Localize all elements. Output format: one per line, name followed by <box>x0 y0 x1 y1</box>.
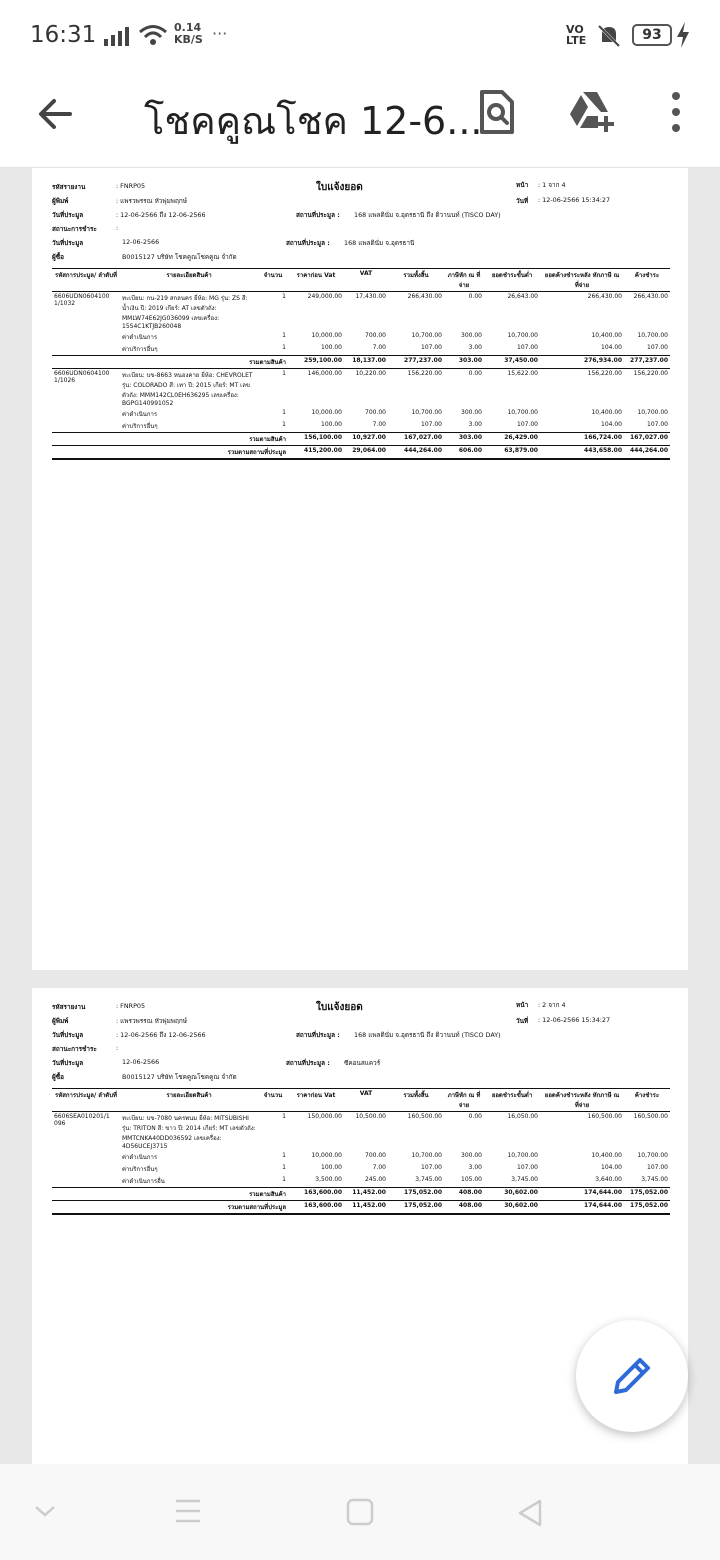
column-header: ยอดค้างชำระหลัง หักภาษี ณ ที่จ่าย <box>540 269 624 292</box>
table-row <box>52 1163 670 1175</box>
column-header: ภาษีหัก ณ ที่จ่าย <box>444 1089 484 1112</box>
amount-min: 15,622.00 <box>507 370 538 377</box>
volte-icon: VO LTE <box>566 23 587 47</box>
column-header: ราคาก่อน Vat <box>288 1089 344 1112</box>
amount-min: 107.00 <box>517 344 538 351</box>
header-page-value: : 2 จาก 4 <box>538 1001 566 1009</box>
header-report-code-label: รหัสรายงาน <box>52 1003 86 1011</box>
signal-icon <box>104 26 130 46</box>
header-venue-range: 168 แพลตินั่ม จ.อุดรธานี ถึง ติวานนท์ (TISCO DAY) <box>354 211 501 219</box>
grand-total-after: 174,644.00 <box>540 1201 624 1215</box>
amount-vat: 10,220.00 <box>355 370 386 377</box>
amount-after: 156,220.00 <box>587 370 622 377</box>
amount-total: 107.00 <box>421 1164 442 1171</box>
pdf-viewer[interactable] <box>0 168 720 1464</box>
edit-fab-button[interactable] <box>576 1320 688 1432</box>
grand-total-owe: 175,052.00 <box>624 1201 670 1215</box>
amount-owe: 107.00 <box>647 1164 668 1171</box>
grand-total-vat: 11,452.00 <box>344 1201 388 1215</box>
item-description: ทะเบียน: บข-8663 หนองคาย ยี่ห้อ: CHEVROLET รุ่น: COLORADO สี: เทา ปี: 2015 เกียร์: MT เลขตัวถัง: MMM142CL0EH636295 เลขเครื่อง: BGPG140991052 <box>122 372 253 407</box>
amount-after: 3,640.00 <box>595 1176 622 1183</box>
grand-total-wht: 606.00 <box>444 446 484 460</box>
statement-table <box>52 268 670 460</box>
amount-total: 10,700.00 <box>411 332 442 339</box>
subtotal-label: รวมตามสินค้า <box>120 356 288 369</box>
table-row <box>52 331 670 343</box>
grand-total-owe: 444,264.00 <box>624 446 670 460</box>
amount-wht: 0.00 <box>468 1113 482 1120</box>
amount-min: 107.00 <box>517 421 538 428</box>
amount-after: 104.00 <box>601 421 622 428</box>
column-header: VAT <box>344 1089 388 1112</box>
subtotal-row <box>52 356 670 369</box>
header-venue2-label: สถานที่ประมูล : <box>286 239 330 247</box>
header-report-code: : FNRP05 <box>116 1002 146 1010</box>
header-venue2: 168 แพลตินั่ม จ.อุดรธานี <box>344 239 415 247</box>
header-auction-date-label: วันที่ประมูล <box>52 1031 84 1039</box>
subtotal-total: 167,027.00 <box>388 433 444 446</box>
mute-bell-icon <box>596 24 624 48</box>
amount-pre: 100.00 <box>321 344 342 351</box>
subtotal-label: รวมตามสินค้า <box>120 433 288 446</box>
amount-min: 107.00 <box>517 1164 538 1171</box>
report-page <box>32 168 688 970</box>
column-header: รหัสการประมูล/ ลำดับที่ <box>52 1089 120 1112</box>
amount-vat: 700.00 <box>365 1152 386 1159</box>
column-header: ค้างชำระ <box>624 1089 670 1112</box>
table-header-row <box>52 1089 670 1112</box>
more-notifications-icon: ··· <box>212 24 228 43</box>
amount-owe: 160,500.00 <box>633 1113 668 1120</box>
search-document-icon[interactable] <box>476 90 516 134</box>
amount-total: 107.00 <box>421 344 442 351</box>
status-time: 16:31 <box>30 22 97 48</box>
table-row <box>52 1175 670 1188</box>
amount-wht: 105.00 <box>461 1176 482 1183</box>
amount-after: 10,400.00 <box>591 409 622 416</box>
item-description: ค่าบริการอื่นๆ <box>122 423 158 430</box>
quantity: 1 <box>282 344 286 351</box>
amount-vat: 700.00 <box>365 409 386 416</box>
header-buyer-label: ผู้ซื้อ <box>52 253 64 261</box>
amount-pre: 10,000.00 <box>311 409 342 416</box>
table-row <box>52 369 670 409</box>
amount-min: 10,700.00 <box>507 1152 538 1159</box>
amount-wht: 0.00 <box>468 370 482 377</box>
header-buyer: B0015127 บริษัท โชคคูณโชคคูณ จำกัด <box>122 1073 237 1081</box>
statement-table <box>52 1088 670 1215</box>
amount-vat: 17,430.00 <box>355 293 386 300</box>
system-nav-bar <box>0 1464 720 1560</box>
header-date-value: : 12-06-2566 15:34:27 <box>538 1016 611 1024</box>
grand-total-row <box>52 1201 670 1215</box>
header-auction-date-label: วันที่ประมูล <box>52 211 84 219</box>
column-header: ยอดค้างชำระหลัง หักภาษี ณ ที่จ่าย <box>540 1089 624 1112</box>
hide-keyboard-chevron-icon[interactable] <box>34 1504 56 1518</box>
amount-wht: 300.00 <box>461 409 482 416</box>
amount-min: 26,643.00 <box>507 293 538 300</box>
subtotal-pre: 259,100.00 <box>288 356 344 369</box>
subtotal-vat: 10,927.00 <box>344 433 388 446</box>
header-auction-day-label: วันที่ประมูล <box>52 239 84 247</box>
subtotal-min: 37,450.00 <box>484 356 540 369</box>
subtotal-after: 276,934.00 <box>540 356 624 369</box>
drive-add-icon[interactable] <box>568 90 616 134</box>
table-row <box>52 1151 670 1163</box>
amount-after: 104.00 <box>601 344 622 351</box>
table-header-row <box>52 269 670 292</box>
item-description: ค่าบริการอื่นๆ <box>122 346 158 353</box>
column-header: VAT <box>344 269 388 292</box>
amount-wht: 3.00 <box>468 1164 482 1171</box>
header-page-label: หน้า <box>516 181 529 189</box>
header-pay-status: : <box>116 1044 119 1052</box>
header-printer-label: ผู้พิมพ์ <box>52 197 69 205</box>
subtotal-vat: 11,452.00 <box>344 1188 388 1201</box>
grand-total-min: 30,602.00 <box>484 1201 540 1215</box>
amount-min: 10,700.00 <box>507 409 538 416</box>
column-header: รายละเอียดสินค้า <box>120 269 258 292</box>
amount-wht: 3.00 <box>468 344 482 351</box>
amount-owe: 10,700.00 <box>637 1152 668 1159</box>
quantity: 1 <box>282 1176 286 1183</box>
column-header: ยอดชำระขั้นต่ำ <box>484 1089 540 1112</box>
amount-min: 16,050.00 <box>507 1113 538 1120</box>
subtotal-total: 277,237.00 <box>388 356 444 369</box>
amount-pre: 249,000.00 <box>307 293 342 300</box>
header-pay-status-label: สถานะการชำระ <box>52 1045 97 1053</box>
grand-total-pre: 415,200.00 <box>288 446 344 460</box>
column-header: ยอดชำระขั้นต่ำ <box>484 269 540 292</box>
network-speed: 0.14 KB/S <box>174 21 203 46</box>
amount-total: 3,745.00 <box>415 1176 442 1183</box>
header-page-label: หน้า <box>516 1001 529 1009</box>
amount-pre: 100.00 <box>321 1164 342 1171</box>
amount-pre: 100.00 <box>321 421 342 428</box>
amount-vat: 7.00 <box>372 344 386 351</box>
amount-total: 10,700.00 <box>411 409 442 416</box>
amount-after: 160,500.00 <box>587 1113 622 1120</box>
subtotal-owe: 167,027.00 <box>624 433 670 446</box>
column-header: จำนวน <box>258 1089 288 1112</box>
subtotal-wht: 408.00 <box>444 1188 484 1201</box>
amount-vat: 7.00 <box>372 1164 386 1171</box>
amount-wht: 300.00 <box>461 332 482 339</box>
header-venue2-label: สถานที่ประมูล : <box>286 1059 330 1067</box>
column-header: รหัสการประมูล/ ลำดับที่ <box>52 269 120 292</box>
column-header: รายละเอียดสินค้า <box>120 1089 258 1112</box>
subtotal-owe: 175,052.00 <box>624 1188 670 1201</box>
amount-total: 10,700.00 <box>411 1152 442 1159</box>
header-buyer-label: ผู้ซื้อ <box>52 1073 64 1081</box>
subtotal-row <box>52 1188 670 1201</box>
item-description: ค่าดำเนินการ <box>122 334 158 341</box>
header-auction-date-range: : 12-06-2566 ถึง 12-06-2566 <box>116 211 206 219</box>
grand-total-label: รวมตามสถานที่ประมูล <box>120 1201 288 1215</box>
amount-after: 104.00 <box>601 1164 622 1171</box>
amount-owe: 3,745.00 <box>641 1176 668 1183</box>
grand-total-row <box>52 446 670 460</box>
amount-wht: 0.00 <box>468 293 482 300</box>
table-row <box>52 420 670 433</box>
quantity: 1 <box>282 421 286 428</box>
subtotal-vat: 18,137.00 <box>344 356 388 369</box>
amount-vat: 10,500.00 <box>355 1113 386 1120</box>
grand-total-total: 175,052.00 <box>388 1201 444 1215</box>
amount-owe: 107.00 <box>647 421 668 428</box>
header-venue-label: สถานที่ประมูล : <box>296 1031 340 1039</box>
home-square-icon[interactable] <box>346 1498 374 1526</box>
quantity: 1 <box>282 1113 286 1120</box>
amount-total: 160,500.00 <box>407 1113 442 1120</box>
amount-owe: 156,220.00 <box>633 370 668 377</box>
status-bar <box>0 0 720 72</box>
item-description: ทะเบียน: กน-219 สกลนคร ยี่ห้อ: MG รุ่น: ZS สี: น้ำเงิน ปี: 2019 เกียร์: AT เลขตัวถัง: MMLW74E62JG036099 เลขเครื่อง: 15S4C1KTJB260048 <box>122 295 248 330</box>
header-printer-label: ผู้พิมพ์ <box>52 1017 69 1025</box>
column-header: รวมทั้งสิ้น <box>388 269 444 292</box>
item-description: ค่าดำเนินการ <box>122 1154 158 1161</box>
quantity: 1 <box>282 1164 286 1171</box>
header-report-code: : FNRP05 <box>116 182 146 190</box>
amount-vat: 700.00 <box>365 332 386 339</box>
header-venue2: ซีคอนสแควร์ <box>344 1059 381 1067</box>
quantity: 1 <box>282 332 286 339</box>
grand-total-vat: 29,064.00 <box>344 446 388 460</box>
header-venue-range: 168 แพลตินั่ม จ.อุดรธานี ถึง ติวานนท์ (TISCO DAY) <box>354 1031 501 1039</box>
more-vert-icon[interactable] <box>668 90 684 134</box>
grand-total-min: 63,879.00 <box>484 446 540 460</box>
header-date-label: วันที่ <box>516 1017 529 1025</box>
header-auction-day-label: วันที่ประมูล <box>52 1059 84 1067</box>
amount-pre: 10,000.00 <box>311 1152 342 1159</box>
subtotal-wht: 303.00 <box>444 433 484 446</box>
amount-owe: 107.00 <box>647 344 668 351</box>
quantity: 1 <box>282 1152 286 1159</box>
back-triangle-icon[interactable] <box>516 1498 544 1528</box>
table-row <box>52 1112 670 1152</box>
header-page-value: : 1 จาก 4 <box>538 181 566 189</box>
header-report-title: ใบแจ้งยอด <box>316 1002 363 1013</box>
header-auction-date-range: : 12-06-2566 ถึง 12-06-2566 <box>116 1031 206 1039</box>
quantity: 1 <box>282 409 286 416</box>
header-pay-status-label: สถานะการชำระ <box>52 225 97 233</box>
header-printer: : แพรวพรรณ หัวพุ่มพฤกษ์ <box>116 197 187 205</box>
item-description: ค่าบริการอื่นๆ <box>122 1166 158 1173</box>
amount-vat: 245.00 <box>365 1176 386 1183</box>
header-date-value: : 12-06-2566 15:34:27 <box>538 196 611 204</box>
subtotal-row <box>52 433 670 446</box>
edit-pencil-icon <box>610 1354 654 1398</box>
amount-wht: 300.00 <box>461 1152 482 1159</box>
amount-total: 156,220.00 <box>407 370 442 377</box>
recent-apps-icon[interactable] <box>174 1498 202 1524</box>
wifi-icon <box>138 24 168 46</box>
amount-wht: 3.00 <box>468 421 482 428</box>
grand-total-after: 443,658.00 <box>540 446 624 460</box>
amount-vat: 7.00 <box>372 421 386 428</box>
header-venue-label: สถานที่ประมูล : <box>296 211 340 219</box>
column-header: จำนวน <box>258 269 288 292</box>
column-header: ภาษีหัก ณ ที่จ่าย <box>444 269 484 292</box>
subtotal-wht: 303.00 <box>444 356 484 369</box>
amount-owe: 10,700.00 <box>637 409 668 416</box>
back-arrow-icon[interactable] <box>36 94 76 134</box>
amount-owe: 10,700.00 <box>637 332 668 339</box>
amount-pre: 146,000.00 <box>307 370 342 377</box>
header-report-code-label: รหัสรายงาน <box>52 183 86 191</box>
item-description: ค่าดำเนินการอื่น <box>122 1178 165 1185</box>
amount-total: 107.00 <box>421 421 442 428</box>
header-report-title: ใบแจ้งยอด <box>316 182 363 193</box>
quantity: 1 <box>282 370 286 377</box>
auction-code: 6606UDN0604100 1/1026 <box>54 370 110 384</box>
amount-min: 10,700.00 <box>507 332 538 339</box>
header-pay-status: : <box>116 224 119 232</box>
header-printer: : แพรวพรรณ หัวพุ่มพฤกษ์ <box>116 1017 187 1025</box>
amount-after: 10,400.00 <box>591 332 622 339</box>
amount-after: 10,400.00 <box>591 1152 622 1159</box>
table-row <box>52 408 670 420</box>
auction-code: 6606UDN0604100 1/1032 <box>54 293 110 307</box>
grand-total-label: รวมตามสถานที่ประมูล <box>120 446 288 460</box>
amount-min: 3,745.00 <box>511 1176 538 1183</box>
quantity: 1 <box>282 293 286 300</box>
subtotal-label: รวมตามสินค้า <box>120 1188 288 1201</box>
table-row <box>52 343 670 356</box>
subtotal-min: 30,602.00 <box>484 1188 540 1201</box>
subtotal-min: 26,429.00 <box>484 433 540 446</box>
header-date-label: วันที่ <box>516 197 529 205</box>
subtotal-pre: 163,600.00 <box>288 1188 344 1201</box>
amount-pre: 150,000.00 <box>307 1113 342 1120</box>
amount-pre: 3,500.00 <box>315 1176 342 1183</box>
document-title: โชคคูณโชค 12-6... <box>144 99 483 143</box>
column-header: ค้างชำระ <box>624 269 670 292</box>
battery-indicator: 93 <box>632 24 672 46</box>
amount-owe: 266,430.00 <box>633 293 668 300</box>
column-header: ราคาก่อน Vat <box>288 269 344 292</box>
subtotal-owe: 277,237.00 <box>624 356 670 369</box>
column-header: รวมทั้งสิ้น <box>388 1089 444 1112</box>
amount-pre: 10,000.00 <box>311 332 342 339</box>
item-description: ทะเบียน: บข-7080 นครพนม ยี่ห้อ: MITSUBISHI รุ่น: TRITON สี: ขาว ปี: 2014 เกียร์: MT เลขตัวถัง: MMTCNKA40DD036592 เลขเครื่อง: 4D56UCEJ3715 <box>122 1115 256 1150</box>
amount-total: 266,430.00 <box>407 293 442 300</box>
subtotal-after: 174,644.00 <box>540 1188 624 1201</box>
item-description: ค่าดำเนินการ <box>122 411 158 418</box>
amount-after: 266,430.00 <box>587 293 622 300</box>
table-row <box>52 292 670 332</box>
header-buyer: B0015127 บริษัท โชคคูณโชคคูณ จำกัด <box>122 253 237 261</box>
subtotal-after: 166,724.00 <box>540 433 624 446</box>
header-auction-day: 12-06-2566 <box>122 238 160 246</box>
header-auction-day: 12-06-2566 <box>122 1058 160 1066</box>
subtotal-total: 175,052.00 <box>388 1188 444 1201</box>
grand-total-pre: 163,600.00 <box>288 1201 344 1215</box>
grand-total-wht: 408.00 <box>444 1201 484 1215</box>
grand-total-total: 444,264.00 <box>388 446 444 460</box>
charging-icon <box>676 22 690 48</box>
subtotal-pre: 156,100.00 <box>288 433 344 446</box>
app-bar <box>0 72 720 168</box>
auction-code: 6606SEA010201/1 096 <box>54 1113 110 1127</box>
